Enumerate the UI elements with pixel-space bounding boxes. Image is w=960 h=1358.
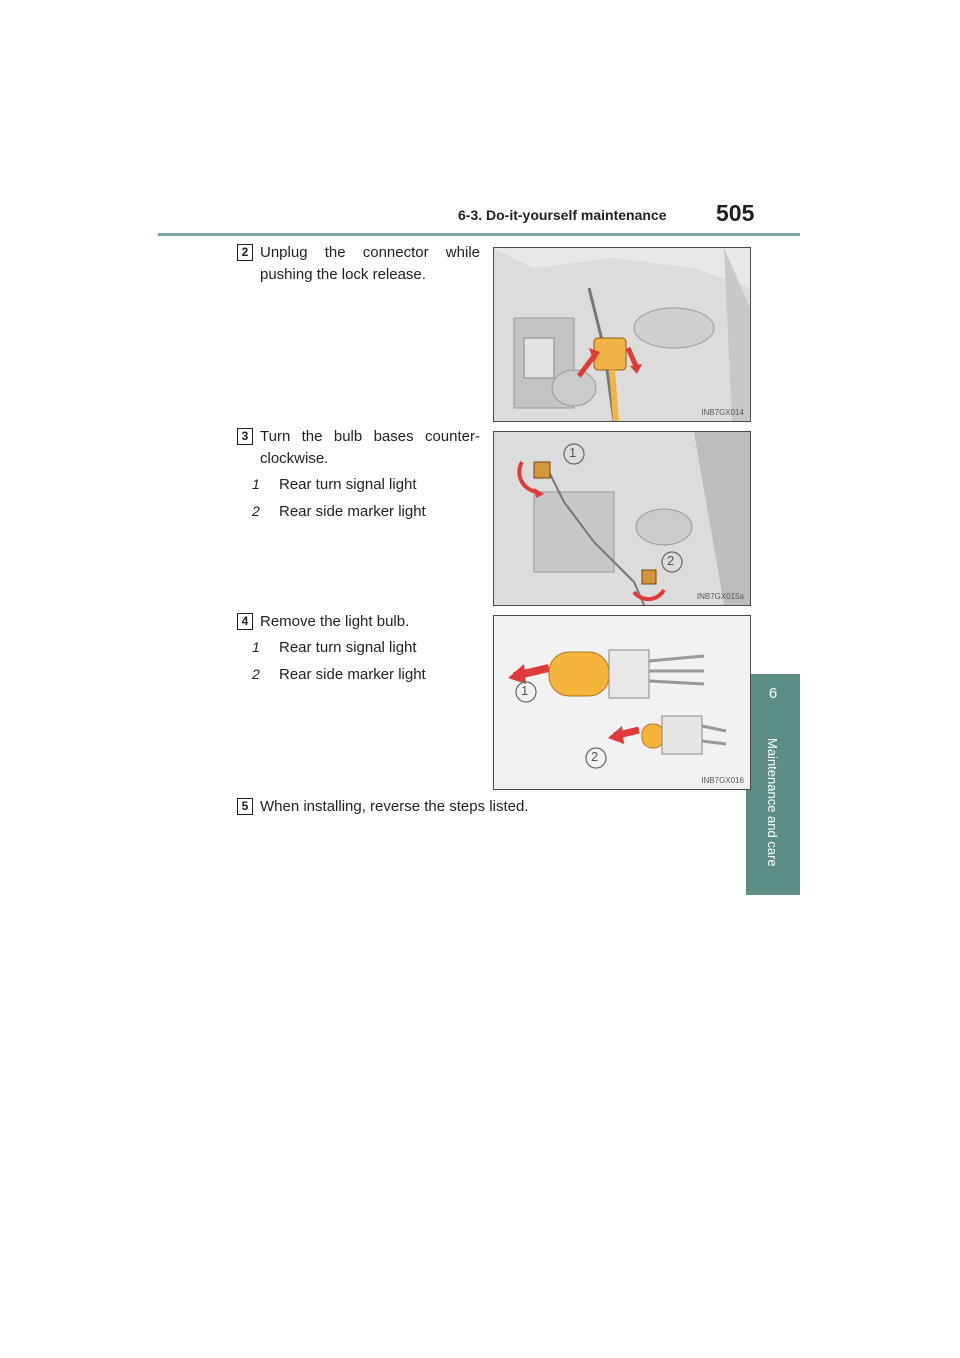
figure-code: INB7GX015a [696, 592, 744, 601]
subitem-number: 2 [252, 666, 260, 682]
section-title: 6-3. Do-it-yourself maintenance [458, 207, 667, 223]
subitem-label: Rear side marker light [279, 503, 426, 520]
step-5-text: When installing, reverse the steps listed. [260, 798, 529, 815]
figure-code: INB7GX014 [701, 408, 744, 417]
figure-remove-bulb [493, 615, 751, 790]
subitem-label: Rear turn signal light [279, 476, 417, 493]
step-number-3: 3 [237, 428, 253, 445]
figure-connector-unplug [493, 247, 751, 422]
callout-2: 2 [667, 553, 675, 568]
chapter-label: Maintenance and care [765, 738, 780, 867]
callout-2: 2 [591, 749, 599, 764]
step-number-5: 5 [237, 798, 253, 815]
step-number-2: 2 [237, 244, 253, 261]
step-3-text: Turn the bulb bases counter-clockwise. [260, 428, 480, 467]
figure-bulb-base-turn [493, 431, 751, 606]
page-number: 505 [716, 200, 755, 226]
subitem-number: 1 [252, 476, 260, 492]
subitem-number: 2 [252, 503, 260, 519]
subitem-number: 1 [252, 639, 260, 655]
callout-1: 1 [569, 445, 577, 460]
step-number-4: 4 [237, 613, 253, 630]
chapter-tab [746, 674, 800, 732]
step-4-text: Remove the light bulb. [260, 613, 410, 630]
subitem-label: Rear turn signal light [279, 639, 417, 656]
callout-1: 1 [521, 683, 529, 698]
chapter-number: 6 [768, 685, 778, 702]
step-2-text: Unplug the connector while pushing the lock release. [260, 244, 480, 283]
subitem-label: Rear side marker light [279, 666, 426, 683]
figure-code: INB7GX016 [701, 776, 744, 785]
header-rule [158, 233, 800, 236]
